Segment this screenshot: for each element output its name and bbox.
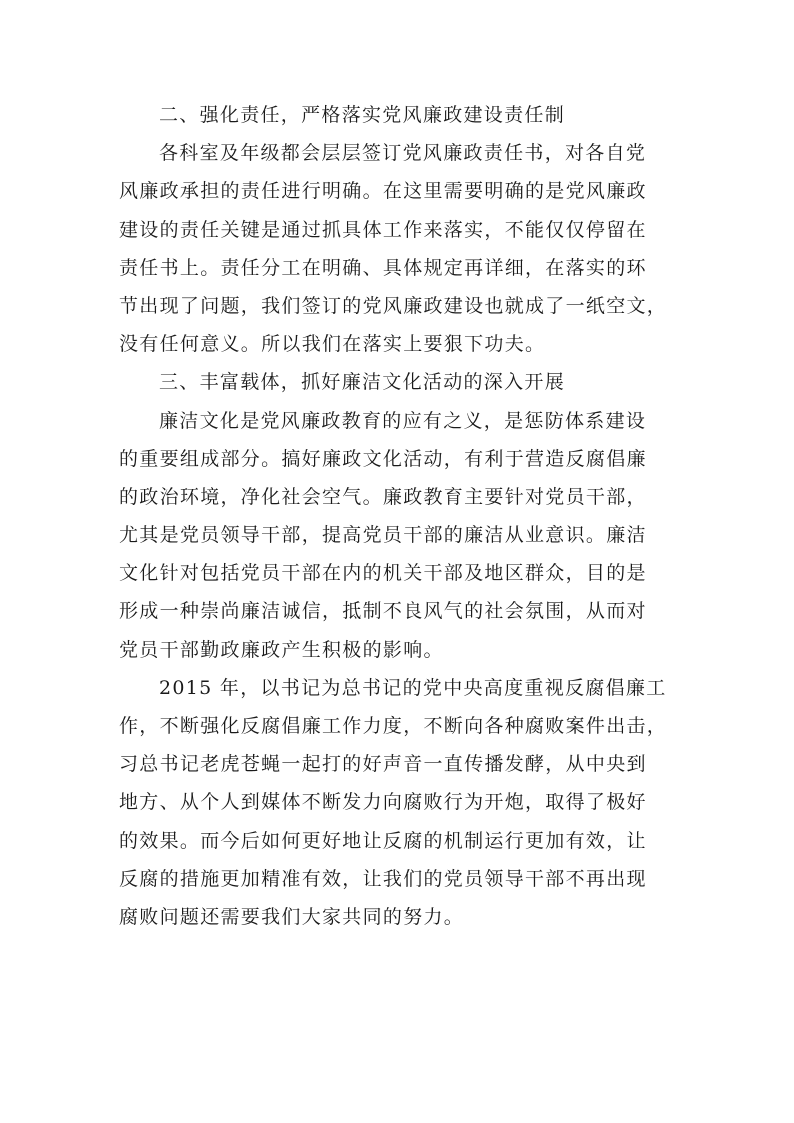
text-line: 党员干部勤政廉政产生积极的影响。 (119, 638, 444, 661)
document-body (119, 96, 685, 936)
text-line: 廉洁文化是党风廉政教育的应有之义，是惩防体系建设 (159, 409, 647, 432)
text-line: 作，不断强化反腐倡廉工作力度，不断向各种腐败案件出击， (119, 715, 668, 737)
text-line: 责任书上。责任分工在明确、具体规定再详细，在落实的环 (119, 256, 647, 279)
text-line: 三、丰富载体，抓好廉洁文化活动的深入开展 (159, 371, 566, 394)
text-line: 二、强化责任，严格落实党风廉政建设责任制 (159, 104, 566, 126)
text-line: 文化针对包括党员干部在内的机关干部及地区群众，目的是 (119, 562, 647, 585)
text-line: 地方、从个人到媒体不断发力向腐败行为开炮，取得了极好 (119, 791, 647, 814)
text-line: 习总书记老虎苍蝇一起打的好声音一直传播发酵，从中央到 (119, 753, 647, 776)
text-line: 腐败问题还需要我们大家共同的努力。 (119, 905, 465, 928)
text-line: 各科室及年级都会层层签订党风廉政责任书，对各自党 (159, 142, 647, 165)
text-line: 没有任何意义。所以我们在落实上要狠下功夫。 (119, 333, 546, 356)
text-line: 形成一种崇尚廉洁诚信，抵制不良风气的社会氛围，从而对 (119, 600, 647, 623)
text-line: 建设的责任关键是通过抓具体工作来落实，不能仅仅停留在 (119, 218, 647, 241)
text-line: 的效果。而今后如何更好地让反腐的机制运行更加有效，让 (119, 829, 647, 852)
text-line: 的重要组成部分。搞好廉政文化活动，有利于营造反腐倡廉 (119, 447, 647, 470)
text-line: 节出现了问题，我们签订的党风廉政建设也就成了一纸空文， (119, 294, 668, 317)
text-line: 2015 年，以书记为总书记的党中央高度重视反腐倡廉工 (159, 676, 667, 699)
text-line: 的政治环境，净化社会空气。廉政教育主要针对党员干部， (119, 485, 647, 508)
text-line: 风廉政承担的责任进行明确。在这里需要明确的是党风廉政 (119, 180, 647, 203)
text-line: 反腐的措施更加精准有效，让我们的党员领导干部不再出现 (119, 867, 647, 890)
text-line: 尤其是党员领导干部，提高党员干部的廉洁从业意识。廉洁 (119, 524, 647, 547)
